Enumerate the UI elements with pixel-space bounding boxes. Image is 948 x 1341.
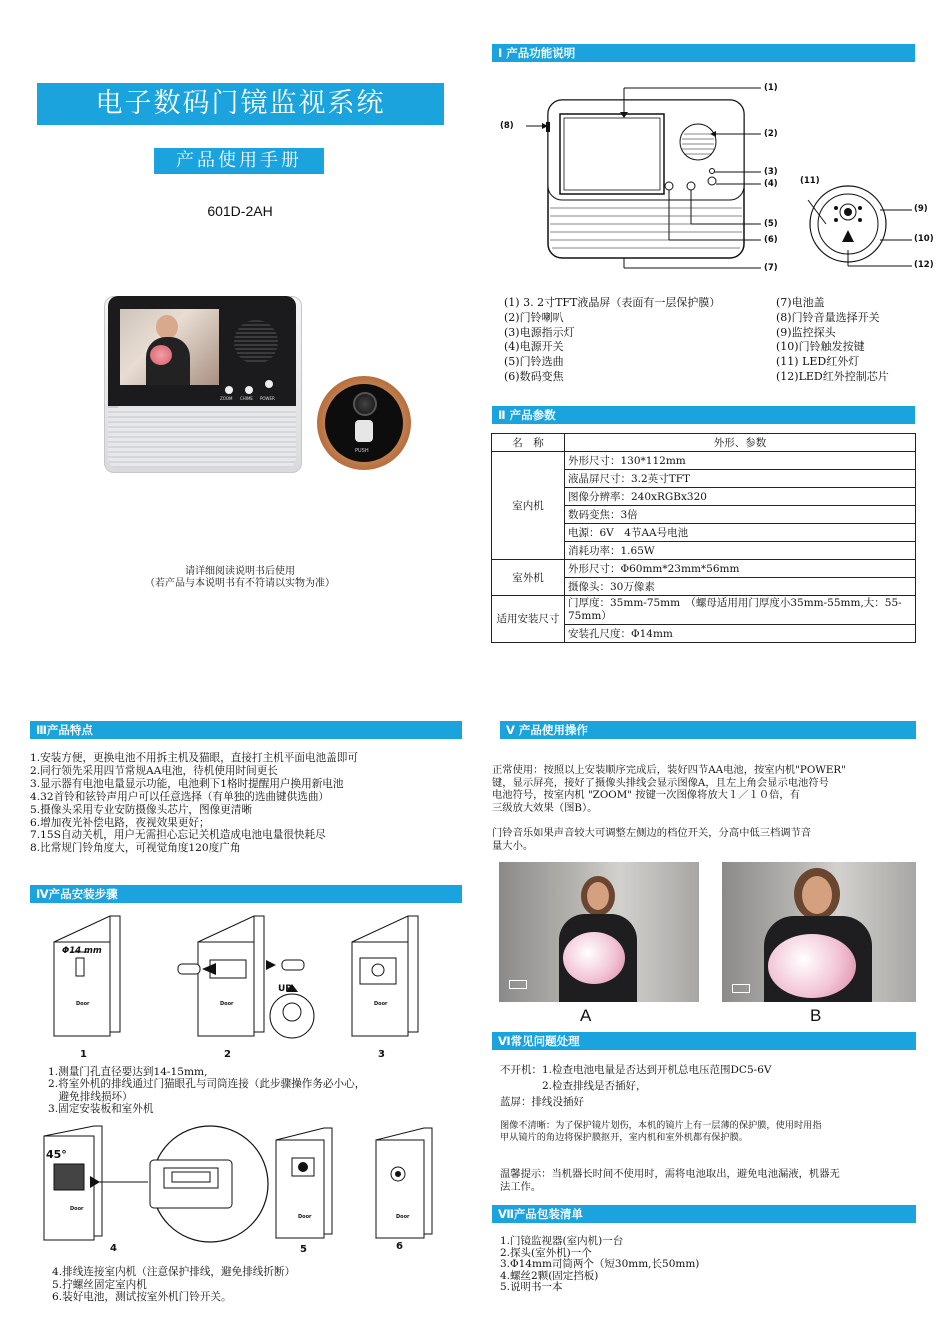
screen-image-a: [499, 862, 699, 1002]
package-item: 3.Φ14mm司筒两个（短30mm,长50mm): [500, 1258, 700, 1271]
install-steps-1-3: [40, 912, 430, 1047]
callout-12: (12): [914, 260, 934, 270]
param-group-name: 室外机: [492, 560, 565, 596]
install-steps-a: [48, 1066, 365, 1116]
door-label: Door: [374, 1001, 388, 1007]
feature-item: (3)电源指示灯: [504, 325, 575, 339]
feature-list-left: [504, 296, 720, 385]
cover-peephole-image: [317, 376, 411, 470]
feature-item: (6)数码变焦: [504, 369, 564, 383]
param-group-name: 适用安装尺寸: [492, 596, 565, 643]
features-list: [30, 752, 358, 855]
step1-dim-label: Φ14 mm: [62, 946, 102, 956]
callout-4: (4): [764, 179, 778, 189]
cover-zoom-button: [225, 386, 233, 394]
up-label: UP: [278, 984, 292, 994]
param-cell: 门厚度：35mm-75mm （螺母适用用门厚度小35mm-55mm,大：55-75mm）: [565, 596, 916, 625]
usage-line: 电池符号，按室内机 "ZOOM" 按键一次图像将放大１／１０倍，有: [492, 789, 801, 802]
step-number-3: 3: [378, 1049, 385, 1060]
feature-point: 2.同行领先采用四节常规AA电池，待机使用时间更长: [30, 764, 278, 777]
cover-model: 601D-2AH: [207, 203, 273, 219]
cover-title: 电子数码门镜监视系统: [95, 88, 386, 119]
callout-7: (7): [764, 263, 778, 273]
callout-8: (8): [500, 121, 514, 131]
install-steps-b: [52, 1266, 295, 1304]
param-cell: 数码变焦：3倍: [565, 506, 916, 524]
tip-line: 温馨提示：当机器长时间不使用时，需将电池取出，避免电池漏液，机器无: [500, 1168, 840, 1180]
feature-point: 3.显示器有电池电量显示功能，电池剩下1格时提醒用户换用新电池: [30, 777, 344, 790]
step-number-5: 5: [300, 1244, 307, 1255]
callout-10: (10): [914, 234, 934, 244]
cover-note-line2: （若产品与本说明书有不符请以实物为准）: [145, 578, 335, 589]
cover-power-button: [265, 380, 273, 388]
cover-chime-button: [245, 386, 253, 394]
param-cell: 消耗功率：1.65W: [565, 542, 916, 560]
troubleshoot-para: [500, 1120, 822, 1143]
image-label-a: A: [580, 1006, 592, 1025]
troubleshoot-line: 图像不清晰：为了保护镜片划伤，本机的镜片上有一层薄的保护膜，使用时用指: [500, 1120, 822, 1131]
feature-item: (4)电源开关: [504, 340, 564, 354]
package-item: 5.说明书一本: [500, 1281, 563, 1294]
troubleshoot-line: 不开机：1.检查电池电量是否达到开机总电压范围DC5-6V: [500, 1064, 772, 1076]
cover-peephole-label: PUSH: [355, 448, 369, 454]
install-step: 6.装好电池，测试按室外机门铃开关。: [52, 1291, 232, 1304]
door-label: Door: [298, 1214, 312, 1220]
package-list: [500, 1236, 699, 1294]
section7-header: Ⅶ产品包装清单: [492, 1205, 916, 1223]
angle-label: 45°: [46, 1148, 67, 1161]
door-label: Door: [70, 1206, 84, 1212]
callout-9: (9): [914, 204, 928, 214]
feature-item: (2)门铃喇叭: [504, 310, 564, 324]
feature-point: 8.比常规门铃角度大，可视觉角度120度广角: [30, 842, 241, 855]
troubleshoot-line: 甲从镜片的角边将保护膜抠开，室内机和室外机都有保护膜。: [500, 1131, 749, 1143]
door-label: Door: [220, 1001, 234, 1007]
troubleshoot-lines: [500, 1062, 771, 1110]
step-number-6: 6: [396, 1241, 403, 1252]
tip-para: [500, 1168, 840, 1193]
door-label: Door: [76, 1001, 90, 1007]
param-cell: 外形尺寸：Φ60mm*23mm*56mm: [565, 560, 916, 578]
callout-6: (6): [764, 235, 778, 245]
step-number-2: 2: [224, 1049, 231, 1060]
section4-header: Ⅳ产品安装步骤: [30, 885, 462, 903]
param-group-name: 室内机: [492, 452, 565, 560]
feature-point: 5.摄像头采用专业安防摄像头芯片，图像更清晰: [30, 803, 252, 816]
feature-point: 6.增加夜光补偿电路，夜视效果更好；: [30, 816, 210, 829]
feature-item: (8)门铃音量选择开关: [776, 310, 880, 324]
cover-screen: [120, 309, 219, 385]
callout-5: (5): [764, 219, 778, 229]
feature-item: (11) LED红外灯: [776, 355, 860, 369]
install-steps-4-6: [40, 1124, 440, 1249]
troubleshoot-line: 蓝屏：排线没插好: [500, 1096, 584, 1108]
callout-11: (11): [800, 176, 820, 186]
package-item: 1.门镜监视器(室内机)一台: [500, 1235, 624, 1247]
feature-list-right: [776, 296, 889, 385]
install-step: 避免排线损坏）: [48, 1090, 133, 1103]
cover-note-line1: 请详细阅读说明书后使用: [185, 566, 295, 577]
cover-speaker-grille: [234, 320, 278, 364]
feature-item: (5)门铃选曲: [504, 355, 564, 369]
param-cell: 液晶屏尺寸：3.2英寸TFT: [565, 470, 916, 488]
cover-device-image: [104, 296, 304, 473]
section5-header: Ⅴ 产品使用操作: [500, 721, 916, 739]
section3-header: Ⅲ产品特点: [30, 721, 462, 739]
cover-button-label: CHIME: [240, 396, 253, 401]
usage-line: 量大小。: [492, 839, 534, 852]
cover-button-label: ZOOM: [220, 396, 233, 401]
install-step: 2.将室外机的排线通过门猫眼孔与司筒连接（此步骤操作务必小心，: [48, 1078, 366, 1091]
usage-line: 正常使用：按照以上安装顺序完成后，装好四节AA电池，按室内机"POWER": [492, 764, 846, 776]
feature-item: (10)门铃触发按键: [776, 340, 865, 354]
tip-line: 法工作。: [500, 1180, 542, 1193]
package-item: 4.螺丝2颗(固定挡板): [500, 1269, 599, 1282]
feature-item: (12)LED红外控制芯片: [776, 369, 889, 383]
feature-item: (9)监控探头: [776, 325, 836, 339]
param-cell: 图像分辨率：240xRGBx320: [565, 488, 916, 506]
step-number-4: 4: [110, 1243, 117, 1254]
indoor-unit-diagram: [496, 78, 796, 278]
feature-item: (7)电池盖: [776, 296, 825, 309]
usage-para2: [492, 827, 811, 852]
usage-line: 门铃音乐如果声音较大可调整左侧边的档位开关，分高中低三档调节音: [492, 827, 812, 839]
param-cell: 外形尺寸：130*112mm: [565, 452, 916, 470]
usage-line: 键，显示屏亮，接好了摄像头排线会显示图像A，且左上角会显示电池符号: [492, 776, 829, 789]
feature-point: 4.32首铃和铉铃声用户可以任意选择（有单独的选曲键供选曲）: [30, 790, 330, 803]
cover-subtitle: 产品使用手册: [154, 148, 324, 174]
param-cell: 摄像头：30万像素: [565, 578, 916, 596]
section1-header: Ⅰ 产品功能说明: [492, 44, 915, 62]
usage-line: 三级放大效果（图B）。: [492, 801, 598, 814]
param-col-spec: 外形、参数: [565, 434, 916, 452]
package-item: 2.探头(室外机)一个: [500, 1246, 592, 1259]
step-number-1: 1: [80, 1049, 87, 1060]
param-col-name: 名 称: [492, 434, 565, 452]
install-step: 4.排线连接室内机（注意保护排线，避免排线折断）: [52, 1266, 296, 1278]
callout-2: (2): [764, 129, 778, 139]
door-label: Door: [396, 1214, 410, 1220]
feature-point: 1.安装方便，更换电池不用拆主机及猫眼，直接打主机平面电池盖即可: [30, 752, 358, 764]
param-table: [491, 433, 916, 643]
install-step: 5.拧螺丝固定室内机: [52, 1278, 147, 1291]
usage-para1: [492, 764, 846, 814]
image-label-b: B: [810, 1006, 822, 1025]
feature-item: (1) 3. 2寸TFT液晶屏（表面有一层保护膜）: [504, 296, 721, 309]
cover-button-label: POWER: [260, 396, 275, 401]
screen-image-b: [722, 862, 916, 1002]
callout-3: (3): [764, 167, 778, 177]
callout-1: (1): [764, 83, 778, 93]
install-step: 3.固定安装板和室外机: [48, 1103, 154, 1116]
feature-point: 7.15S自动关机，用户无需担心忘记关机造成电池电量很快耗尽: [30, 829, 326, 842]
install-step: 1.测量门孔直径要达到14-15mm,: [48, 1066, 208, 1078]
section2-header: Ⅱ 产品参数: [492, 406, 915, 424]
section6-header: Ⅵ常见问题处理: [492, 1032, 916, 1050]
param-cell: 电源：6V 4节AA号电池: [565, 524, 916, 542]
param-cell: 安装孔尺度：Φ14mm: [565, 625, 916, 643]
troubleshoot-line: 2.检查排线是否插好，: [500, 1080, 647, 1092]
